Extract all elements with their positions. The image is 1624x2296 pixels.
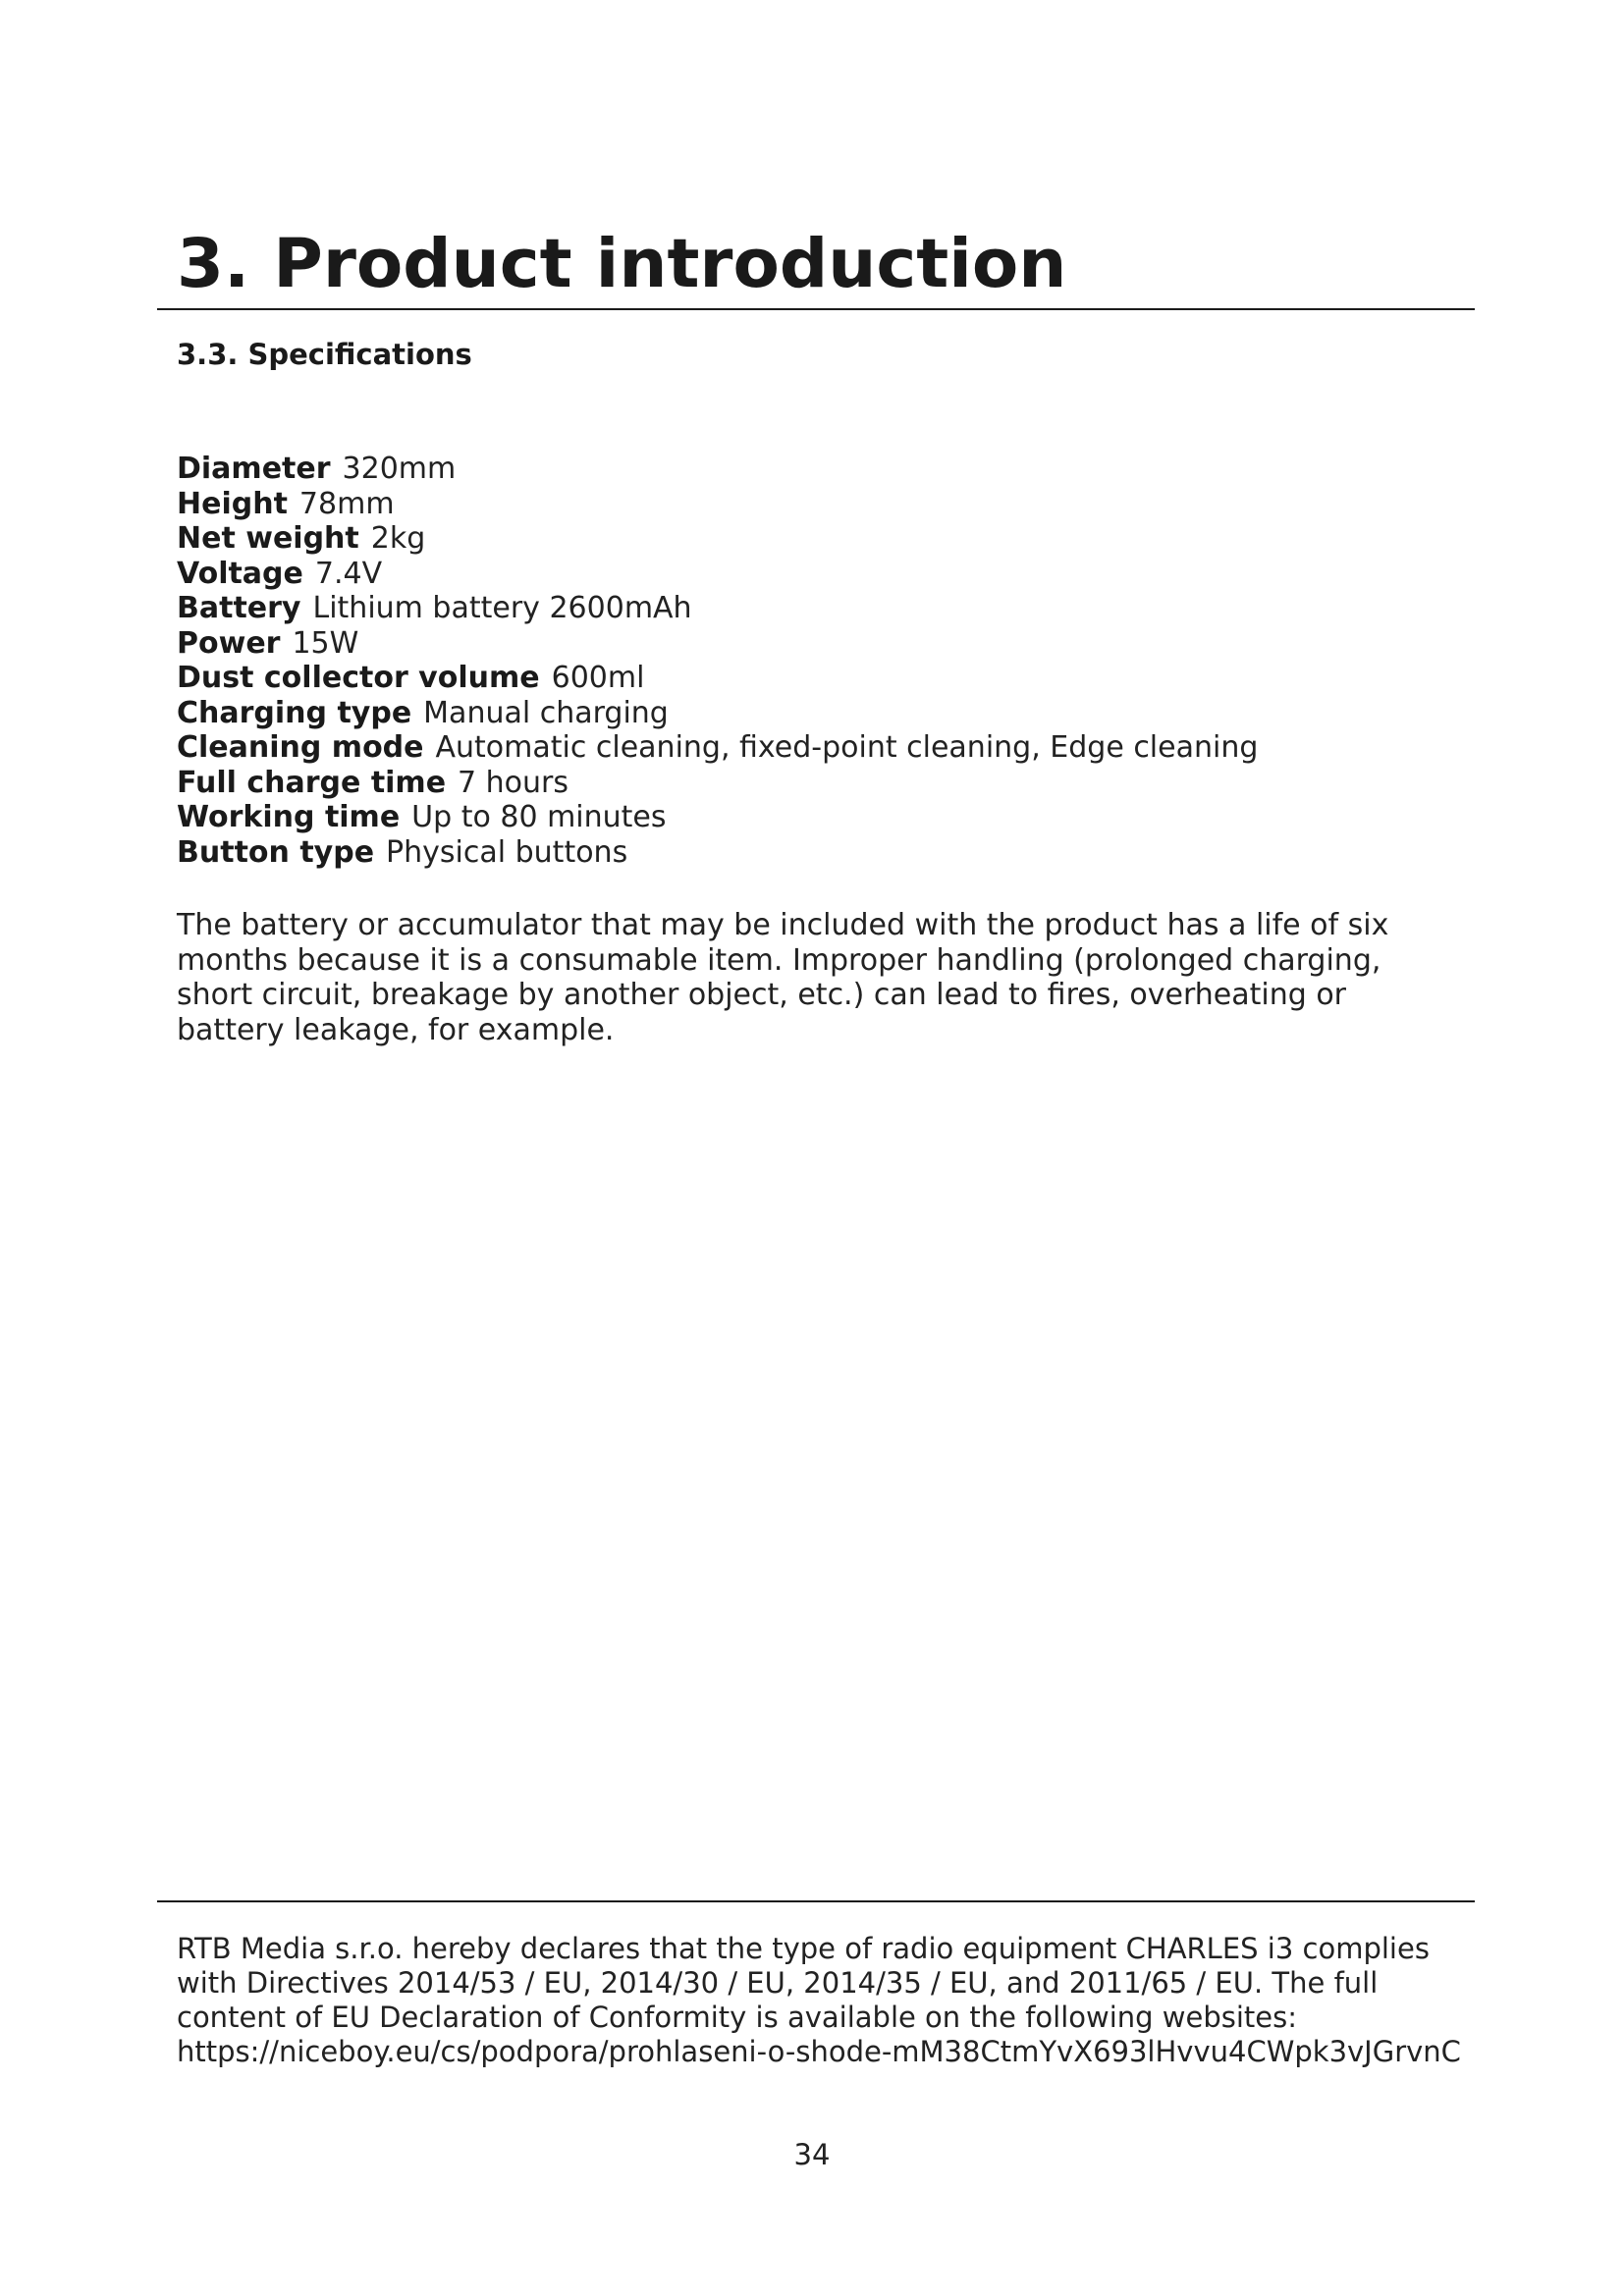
- spec-label: Working time: [177, 800, 401, 834]
- spec-label: Full charge time: [177, 765, 447, 800]
- spec-value: 7 hours: [458, 765, 569, 800]
- spec-value: Manual charging: [423, 695, 669, 730]
- footer-divider: [157, 1900, 1475, 1902]
- spec-value: Physical buttons: [386, 834, 628, 870]
- spec-row-diameter: [177, 452, 1473, 487]
- spec-row-battery: [177, 591, 1473, 626]
- conformity-declaration: [177, 1932, 1473, 2069]
- spec-label: Button type: [177, 834, 375, 870]
- declaration-text: RTB Media s.r.o. hereby declares that the type of radio equipment CHARLES i3 complies with Directives 2014/53 / EU, 2014/30 / EU, 2014/35 / EU, and 2011/65 / EU. The full content of EU Declaration of Conformity is available on the following websites:: [177, 1932, 1430, 2034]
- spec-label: Height: [177, 486, 288, 521]
- spec-row-height: [177, 487, 1473, 522]
- section-heading: 3.3. Specifications: [177, 338, 472, 371]
- page-title: 3. Product introduction: [177, 225, 1067, 303]
- spec-label: Power: [177, 625, 281, 661]
- page-number: 34: [793, 2138, 831, 2171]
- spec-row-button-type: [177, 835, 1473, 871]
- spec-row-power: [177, 626, 1473, 662]
- spec-label: Cleaning mode: [177, 730, 424, 765]
- spec-row-working-time: [177, 800, 1473, 835]
- spec-value: 2kg: [370, 521, 426, 556]
- spec-row-charging-type: [177, 696, 1473, 731]
- spec-value: 600ml: [551, 661, 645, 695]
- spec-value: Automatic cleaning, fixed-point cleaning, Edge cleaning: [435, 730, 1259, 765]
- title-divider: [157, 308, 1475, 310]
- spec-label: Charging type: [177, 695, 412, 730]
- spec-value: Up to 80 minutes: [411, 800, 667, 834]
- spec-row-dust-collector-volume: [177, 661, 1473, 696]
- spec-label: Diameter: [177, 452, 331, 486]
- specifications-list: [177, 452, 1473, 870]
- spec-row-net-weight: [177, 521, 1473, 557]
- spec-row-full-charge-time: [177, 766, 1473, 801]
- spec-row-cleaning-mode: [177, 730, 1473, 766]
- spec-value: 320mm: [342, 452, 457, 486]
- spec-label: Dust collector volume: [177, 661, 540, 695]
- spec-label: Battery: [177, 591, 301, 625]
- spec-value: 7.4V: [314, 556, 383, 591]
- spec-label: Voltage: [177, 556, 303, 591]
- declaration-url[interactable]: https://niceboy.eu/cs/podpora/prohlaseni-o-shode-mM38CtmYvX693lHvvu4CWpk3vJGrvnC: [177, 2035, 1461, 2068]
- spec-label: Net weight: [177, 521, 359, 556]
- spec-value: Lithium battery 2600mAh: [312, 591, 692, 625]
- spec-value: 15W: [292, 625, 359, 661]
- spec-value: 78mm: [298, 486, 395, 521]
- spec-row-voltage: [177, 557, 1473, 592]
- battery-notice: The battery or accumulator that may be included with the product has a life of six months because it is a consumable item. Improper handling (prolonged charging, short circuit, breakage by another object, etc.) can lead to fires, overheating or battery leakage, for example.: [177, 908, 1389, 1047]
